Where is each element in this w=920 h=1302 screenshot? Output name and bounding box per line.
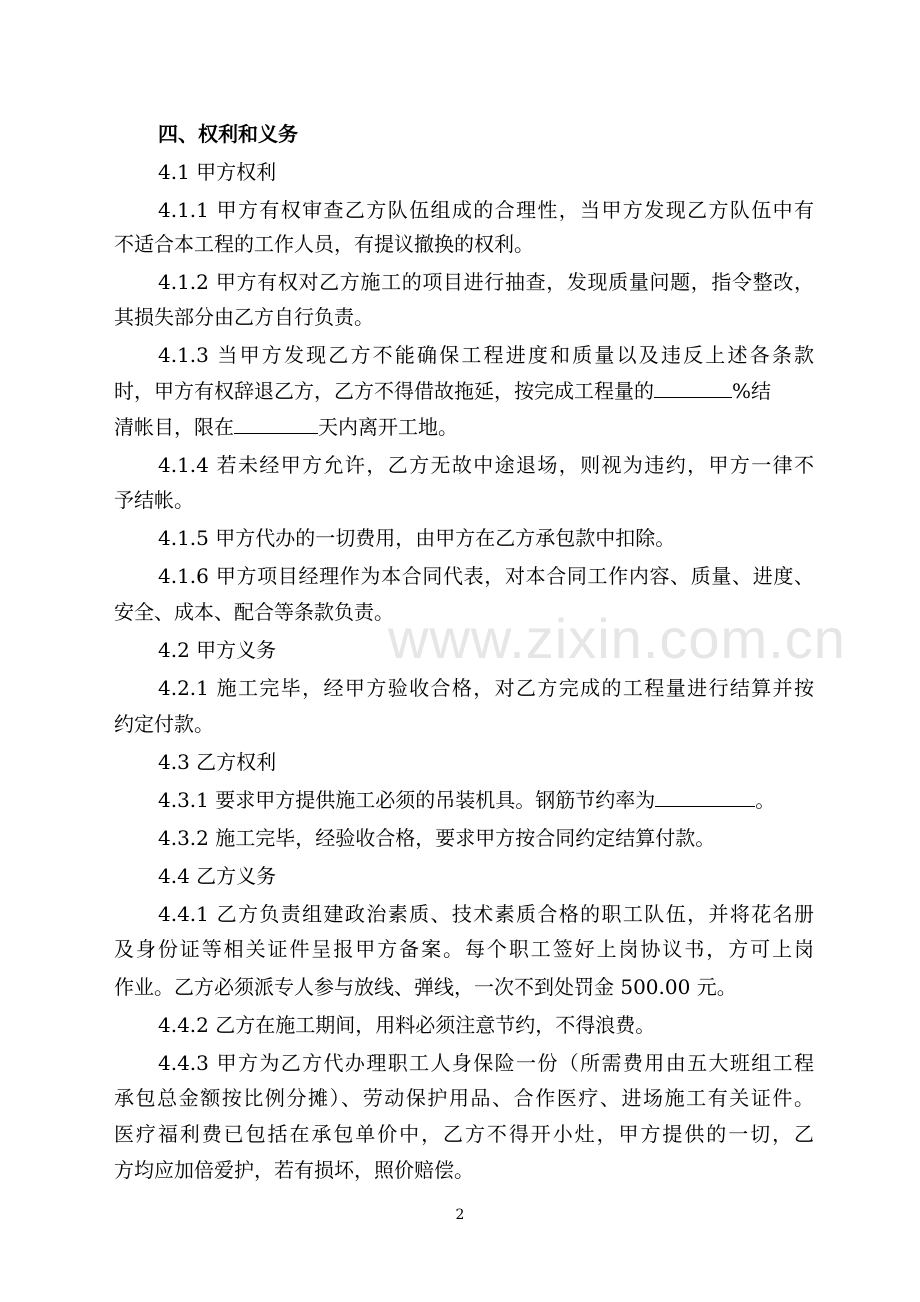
clause-4-2-title: 4.2 甲方义务 xyxy=(158,638,277,662)
clause-4-4-3-line4: 方均应加倍爱护，若有损坏，照价赔偿。 xyxy=(114,1158,474,1182)
clause-4-1-3-line1: 4.1.3 当甲方发现乙方不能确保工程进度和质量以及违反上述各条款 xyxy=(158,343,814,367)
clause-4-3-title: 4.3 乙方权利 xyxy=(158,750,277,774)
clause-4-1-4-line1: 4.1.4 若未经甲方允许，乙方无故中途退场，则视为违约，甲方一律不 xyxy=(158,453,814,477)
clause-4-1-4-line2: 予结帐。 xyxy=(114,488,194,512)
clause-4-4-3-line1: 4.4.3 甲方为乙方代办理职工人身保险一份（所需费用由五大班组工程 xyxy=(158,1051,814,1075)
clause-4-1-1-line2: 不适合本工程的工作人员，有提议撤换的权利。 xyxy=(114,232,534,256)
clause-4-4-1-line3: 作业。乙方必须派专人参与放线、弹线，一次不到处罚金 500.00 元。 xyxy=(114,975,737,999)
clause-4-4-1-line2: 及身份证等相关证件呈报甲方备案。每个职工签好上岗协议书，方可上岗 xyxy=(114,937,814,961)
clause-4-1-3-line3 xyxy=(114,413,458,441)
page-number: 2 xyxy=(455,1207,465,1223)
clause-4-1-1-line1: 4.1.1 甲方有权审查乙方队伍组成的合理性，当甲方发现乙方队伍中有 xyxy=(158,198,814,222)
clause-4-1-2-line2: 其损失部分由乙方自行负责。 xyxy=(114,305,374,329)
section-heading: 四、权利和义务 xyxy=(158,122,298,146)
clause-4-1-2-line1: 4.1.2 甲方有权对乙方施工的项目进行抽查，发现质量问题，指令整改， xyxy=(158,270,814,294)
clause-4-4-3-line2: 承包总金额按比例分摊）、劳动保护用品、合作医疗、进场施工有关证件。 xyxy=(114,1086,814,1110)
clause-4-3-1-text: 4.3.1 要求甲方提供施工必须的吊装机具。钢筋节约率为 xyxy=(158,788,656,812)
clause-4-3-1 xyxy=(158,786,775,814)
clause-4-1-3-line3-tail: 天内离开工地。 xyxy=(318,415,458,439)
clause-4-1-3-line2-tail: %结 xyxy=(732,379,772,403)
clause-4-4-title: 4.4 乙方义务 xyxy=(158,864,277,888)
clause-4-1-3-line2 xyxy=(114,377,771,405)
clause-4-1-3-line3-text: 清帐目，限在 xyxy=(114,415,234,439)
clause-4-3-2: 4.3.2 施工完毕，经验收合格，要求甲方按合同约定结算付款。 xyxy=(158,826,716,850)
clause-4-2-1-line1: 4.2.1 施工完毕，经甲方验收合格，对乙方完成的工程量进行结算并按 xyxy=(158,676,814,700)
clause-4-4-1-line1: 4.4.1 乙方负责组建政治素质、技术素质合格的职工队伍，并将花名册 xyxy=(158,902,814,926)
clause-4-1-6-line1: 4.1.6 甲方项目经理作为本合同代表，对本合同工作内容、质量、进度、 xyxy=(158,564,814,588)
watermark-text: www.zixin.com.cn xyxy=(388,607,846,670)
saving-rate-blank-field[interactable] xyxy=(655,786,755,807)
clause-4-1-6-line2: 安全、成本、配合等条款负责。 xyxy=(114,600,394,624)
clause-4-1-title: 4.1 甲方权利 xyxy=(158,160,277,184)
days-blank-field[interactable] xyxy=(234,413,318,434)
clause-4-4-2: 4.4.2 乙方在施工期间，用料必须注意节约，不得浪费。 xyxy=(158,1013,656,1037)
clause-4-4-3-line3: 医疗福利费已包括在承包单价中，乙方不得开小灶，甲方提供的一切，乙 xyxy=(114,1122,814,1146)
clause-4-3-1-tail: 。 xyxy=(755,788,776,812)
clause-4-1-3-line2-text: 时，甲方有权辞退乙方，乙方不得借故拖延，按完成工程量的 xyxy=(114,379,654,403)
clause-4-1-5: 4.1.5 甲方代办的一切费用，由甲方在乙方承包款中扣除。 xyxy=(158,526,676,550)
percent-blank-field[interactable] xyxy=(654,377,732,398)
clause-4-2-1-line2: 约定付款。 xyxy=(114,712,214,736)
